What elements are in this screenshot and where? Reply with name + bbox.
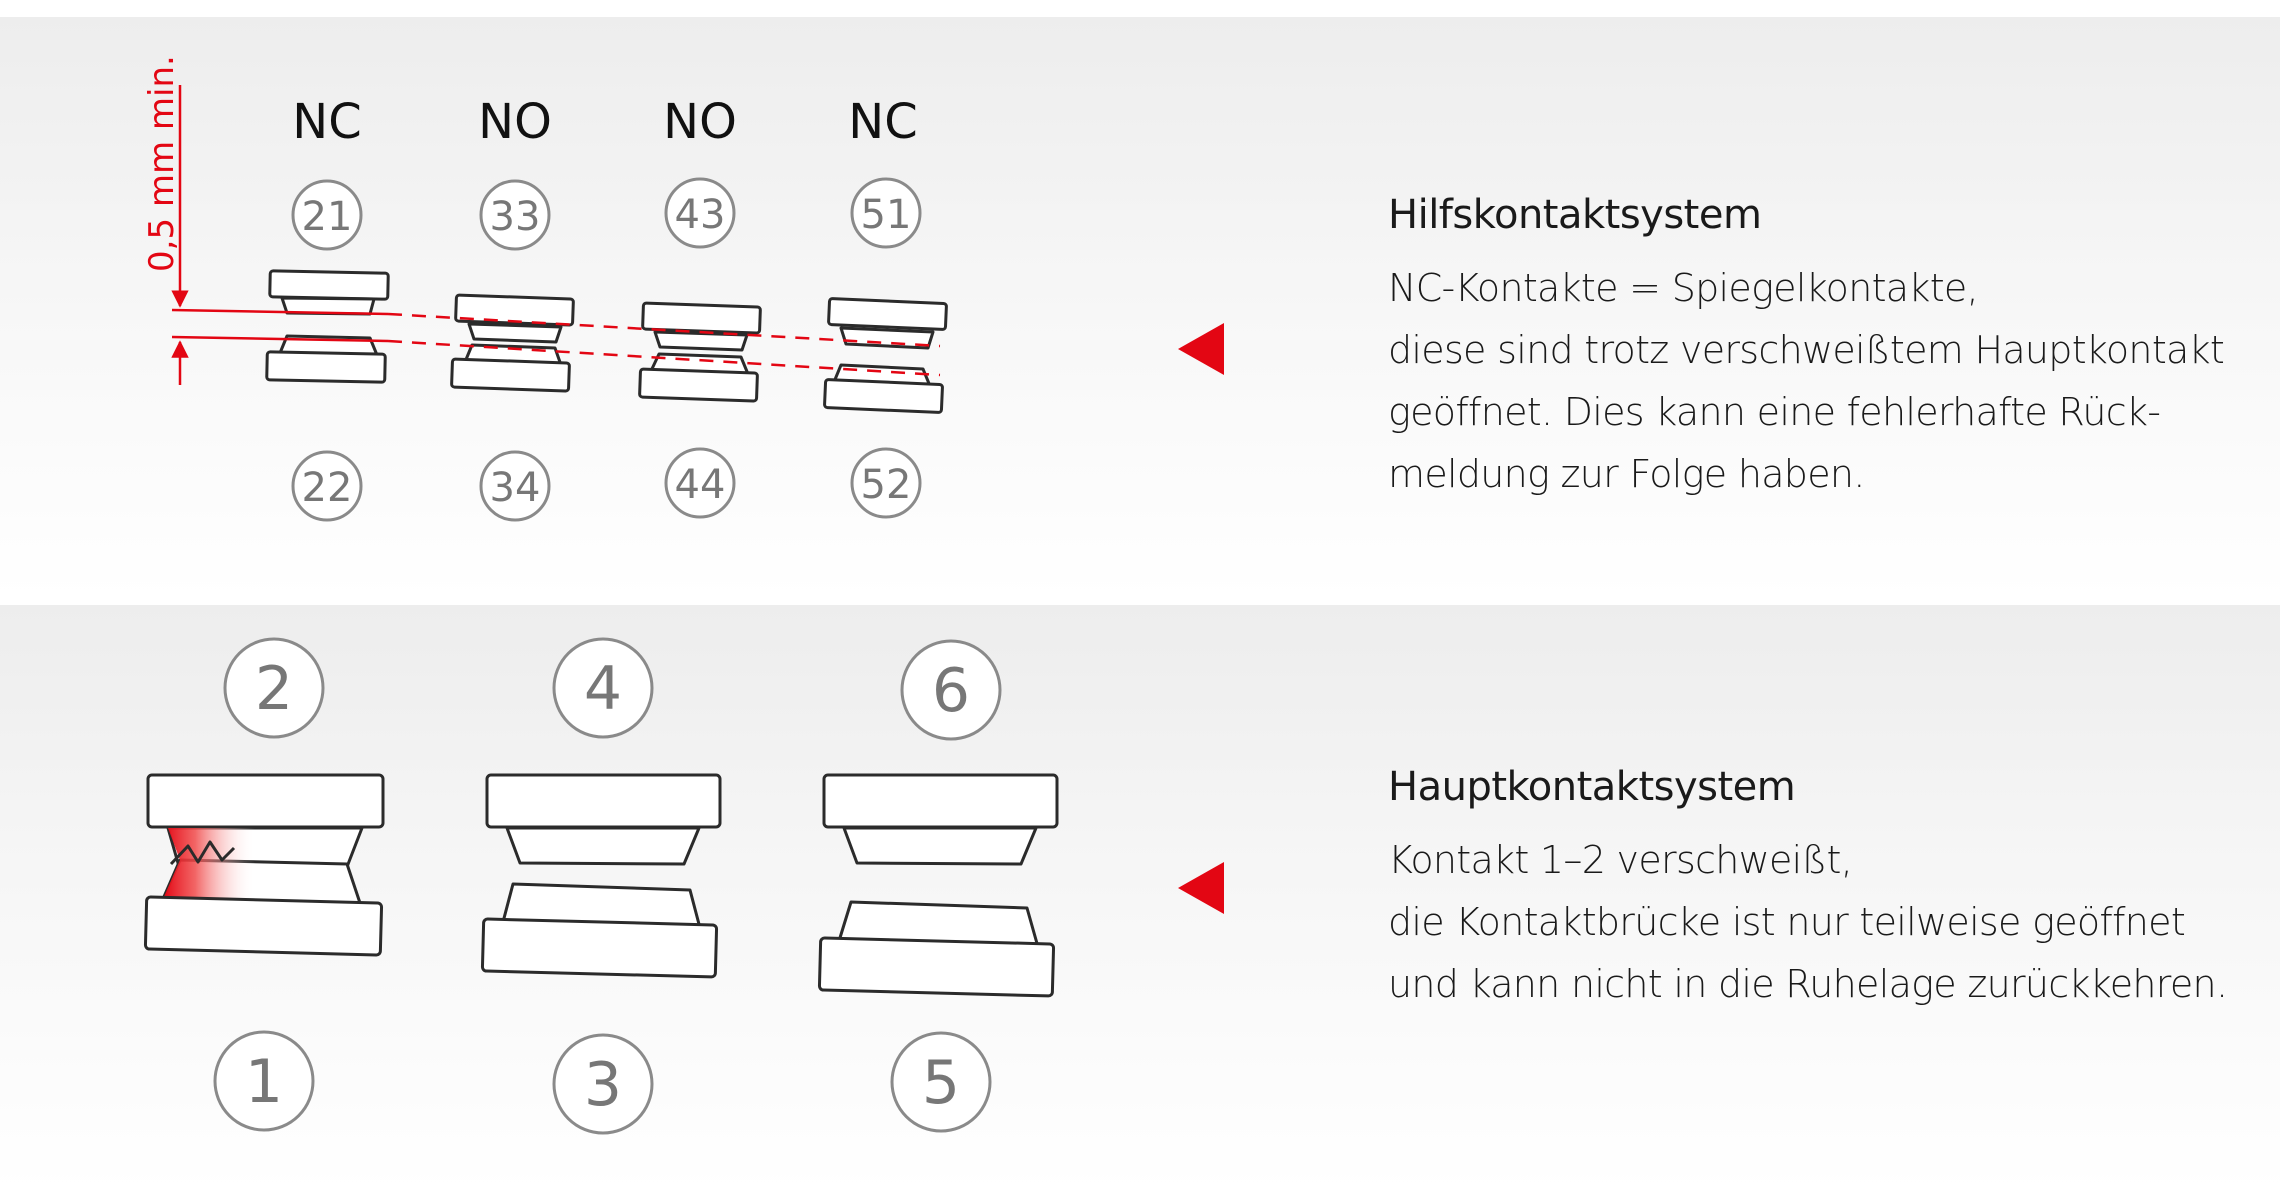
main-terminal-3-label: 3: [583, 1050, 623, 1120]
aux-description-line-4: meldung zur Folge haben.: [1388, 452, 1865, 496]
aux-terminal-43-label: 43: [674, 192, 726, 238]
aux-description: [1388, 185, 2224, 505]
main-contact-1-2-welded: [145, 775, 383, 955]
main-description-line-2: die Kontaktbrücke ist nur teilweise geöffnet: [1388, 900, 2186, 944]
aux-description-line-1: NC-Kontakte = Spiegelkontakte,: [1388, 266, 1978, 310]
gap-dimension-label: 0,5 mm min.: [142, 55, 182, 272]
aux-indicator-arrow-icon: [1178, 323, 1224, 375]
main-terminal-1-label: 1: [244, 1047, 284, 1117]
main-terminal-6-label: 6: [931, 656, 971, 726]
main-description-line-1: Kontakt 1–2 verschweißt,: [1388, 838, 1853, 882]
aux-description-title: Hilfskontaktsystem: [1388, 192, 1762, 238]
aux-contact-no-33-34: [452, 295, 574, 391]
aux-contact-nc-21-22: [267, 271, 389, 382]
aux-contact-no-43-44: [640, 303, 761, 401]
main-terminal-5-label: 5: [921, 1048, 961, 1118]
main-description: [1388, 757, 2227, 1015]
main-terminal-4-label: 4: [583, 654, 623, 724]
aux-terminal-51-label: 51: [860, 192, 912, 238]
aux-contact-nc-51-52: [824, 298, 946, 412]
aux-terminal-52-label: 52: [860, 462, 912, 508]
aux-type-label-4: NC: [848, 94, 918, 150]
aux-terminal-34-label: 34: [489, 465, 541, 511]
aux-type-label-1: NC: [292, 94, 362, 150]
aux-type-label-2: NO: [478, 94, 552, 150]
aux-terminal-33-label: 33: [489, 194, 541, 240]
main-description-title: Hauptkontaktsystem: [1388, 764, 1796, 810]
main-indicator-arrow-icon: [1178, 862, 1224, 914]
main-terminal-2-label: 2: [254, 654, 294, 724]
main-contact-3-4: [482, 775, 720, 977]
main-contact-5-6: [819, 775, 1057, 996]
aux-terminal-22-label: 22: [301, 465, 353, 511]
aux-description-line-3: geöffnet. Dies kann eine fehlerhafte Rück-: [1388, 390, 2161, 434]
main-description-line-3: und kann nicht in die Ruhelage zurückkehren.: [1388, 962, 2228, 1006]
aux-terminal-21-label: 21: [301, 194, 353, 240]
aux-terminal-44-label: 44: [674, 462, 726, 508]
aux-type-label-3: NO: [663, 94, 737, 150]
aux-description-line-2: diese sind trotz verschweißtem Hauptkontakt: [1388, 328, 2225, 372]
